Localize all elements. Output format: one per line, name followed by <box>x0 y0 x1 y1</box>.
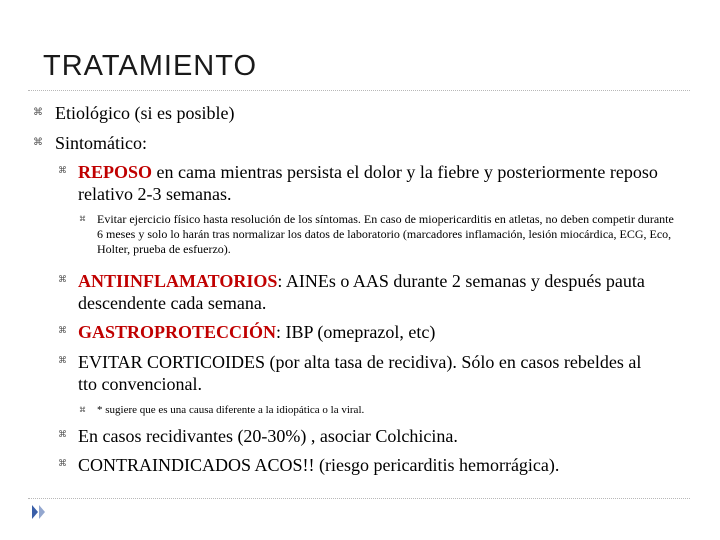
list-item-text: * sugiere que es una causa diferente a la idiopática o la viral. <box>97 404 365 416</box>
slide-title: TRATAMIENTO <box>43 50 257 82</box>
list-item-text: Evitar ejercicio físico hasta resolución de los síntomas. En caso de miopericarditis en atletas, no deben competir durante 6 meses y solo lo harán tras normalizar los datos de laboratorio (marcadores inflamación, lesión miocárdica, ECG, Eco, Holter, prueba de esfuerzo). <box>97 212 674 256</box>
list-item-text: CONTRAINDICADOS ACOS!! (riesgo pericarditis hemorrágica). <box>78 455 560 475</box>
arrow-navigation-icon[interactable] <box>30 503 48 521</box>
list-item-contraindicados <box>58 454 698 476</box>
bullet-icon: ⌘ <box>58 430 67 440</box>
list-item-text: EVITAR CORTICOIDES (por alta tasa de recidiva). Sólo en casos rebeldes al tto convencional. <box>78 352 642 394</box>
highlight-keyword: REPOSO <box>78 162 153 182</box>
list-item-rest: : IBP (omeprazol, etc) <box>276 322 436 342</box>
footer-divider <box>28 498 690 499</box>
list-item-text: Etiológico (si es posible) <box>55 103 235 123</box>
list-item-ejercicio <box>79 212 679 257</box>
list-item-text <box>78 161 678 205</box>
list-item-gastroproteccion <box>58 321 678 343</box>
bullet-icon: ⌘ <box>58 275 67 285</box>
bullet-icon: ⌘ <box>58 326 67 336</box>
bullet-icon: ⌘ <box>79 406 86 414</box>
list-item-antiinflamatorios <box>58 270 678 314</box>
list-item-text: Sintomático: <box>55 133 147 153</box>
bullet-icon: ⌘ <box>58 166 67 176</box>
list-item-recidivantes <box>58 425 678 447</box>
list-item-text <box>78 270 678 314</box>
list-item-text <box>78 321 435 343</box>
title-divider <box>28 90 690 91</box>
highlight-keyword: ANTIINFLAMATORIOS <box>78 271 278 291</box>
bullet-icon: ⌘ <box>33 137 43 148</box>
list-item-rest: : AINEs o AAS durante 2 semanas y después pauta descendente cada semana. <box>78 271 645 313</box>
list-item-etiologico <box>33 102 683 124</box>
highlight-keyword: GASTROPROTECCIÓN <box>78 322 277 342</box>
list-item-sugiere <box>79 403 679 418</box>
bullet-icon: ⌘ <box>58 356 67 366</box>
list-item-reposo <box>58 161 678 205</box>
list-item-corticoides <box>58 351 658 395</box>
bullet-icon: ⌘ <box>33 107 43 118</box>
list-item-text: En casos recidivantes (20-30%) , asociar Colchicina. <box>78 426 458 446</box>
bullet-icon: ⌘ <box>58 459 67 469</box>
bullet-icon: ⌘ <box>79 215 86 223</box>
list-item-sintomatico <box>33 132 683 154</box>
list-item-rest: en cama mientras persista el dolor y la fiebre y posteriormente reposo relativo 2-3 semanas. <box>78 162 658 204</box>
